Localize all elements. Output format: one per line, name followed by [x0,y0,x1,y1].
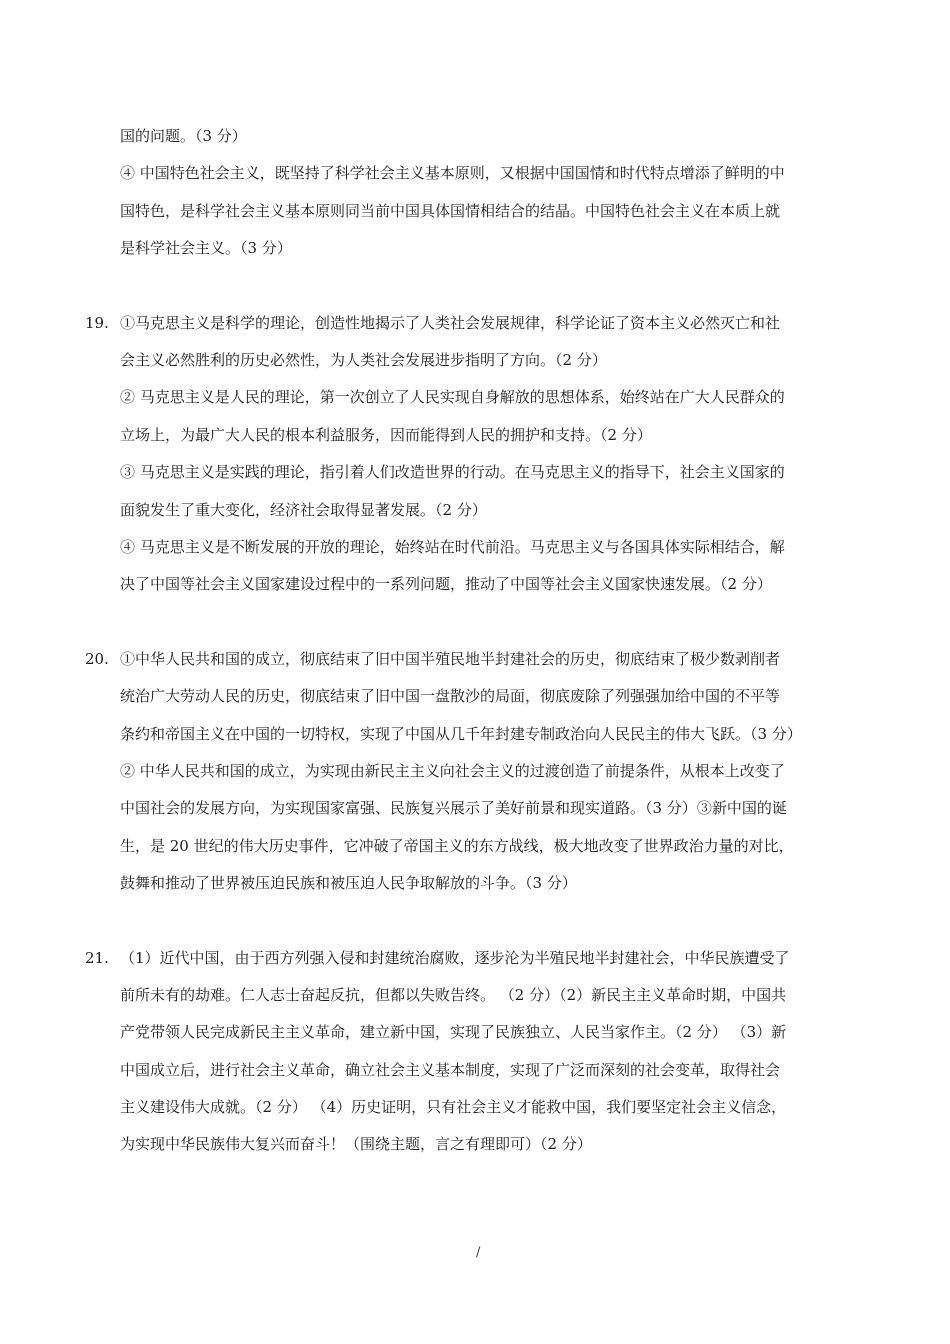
question-number-19: 19. [85,314,109,332]
answer-19-line: 面貌发生了重大变化，经济社会取得显著发展。（2 分） [120,501,487,519]
answer-19-line: 会主义必然胜利的历史必然性，为人类社会发展进步指明了方向。（2 分） [120,351,607,369]
answer-19-first-line [85,313,780,333]
answer-21-line: 前所未有的劫难。仁人志士奋起反抗，但都以失败告终。 （2 分）（2）新民主主义革命时期，中国共 [120,986,787,1004]
continuation-line: 国特色，是科学社会主义基本原则同当前中国具体国情相结合的结晶。中国特色社会主义在本质上就 [120,202,781,220]
continuation-line: ④ 中国特色社会主义，既坚持了科学社会主义基本原则，又根据中国国情和时代特点增添了鲜明的中 [120,164,785,182]
question-number-21: 21. [85,949,109,967]
answer-19-line: 决了中国等社会主义国家建设过程中的一系列问题，推动了中国等社会主义国家快速发展。（2 分） [120,575,772,593]
continuation-line: 是科学社会主义。（3 分） [120,239,292,257]
answer-20-line: 统治广大劳动人民的历史，彻底结束了旧中国一盘散沙的局面，彻底废除了列强强加给中国的不平等 [120,687,781,705]
question-number-20: 20. [85,650,109,668]
answer-20-first-line [85,649,780,669]
answer-text: （1）近代中国，由于西方列强入侵和封建统治腐败，逐步沦为半殖民地半封建社会，中华民族遭受了 [120,949,790,967]
answer-19-line: ③ 马克思主义是实践的理论，指引着人们改造世界的行动。在马克思主义的指导下，社会主义国家的 [120,463,785,481]
answer-20-line: 中国社会的发展方向，为实现国家富强、民族复兴展示了美好前景和现实道路。（3 分）③新中国的诞 [120,799,787,817]
answer-21-line: 中国成立后，进行社会主义革命，确立社会主义基本制度，实现了广泛而深刻的社会变革，取得社会 [120,1061,781,1079]
answer-20-line: 条约和帝国主义在中国的一切特权，实现了中国从几千年封建专制政治向人民民主的伟大飞跃。（3 分） [120,725,802,743]
page-footer-mark: / [476,1245,481,1260]
answer-21-line: 为实现中华民族伟大复兴而奋斗！（围绕主题，言之有理即可）（2 分） [120,1135,592,1153]
continuation-line: 国的问题。（3 分） [120,127,247,145]
answer-text: ①马克思主义是科学的理论，创造性地揭示了人类社会发展规律，科学论证了资本主义必然灭亡和社 [120,314,781,332]
answer-19-line: ④ 马克思主义是不断发展的开放的理论，始终站在时代前沿。马克思主义与各国具体实际相结合，解 [120,538,785,556]
answer-20-line: ② 中华人民共和国的成立，为实现由新民主主义向社会主义的过渡创造了前提条件，从根本上改变了 [120,762,785,780]
answer-text: ①中华人民共和国的成立，彻底结束了旧中国半殖民地半封建社会的历史，彻底结束了极少数剥削者 [120,650,781,668]
answer-21-line: 产党带领人民完成新民主主义革命，建立新中国，实现了民族独立、人民当家作主。（2 分） （3）新 [120,1023,787,1041]
answer-21-first-line [85,948,790,968]
answer-19-line: 立场上，为最广大人民的根本利益服务，因而能得到人民的拥护和支持。（2 分） [120,426,652,444]
answer-19-line: ② 马克思主义是人民的理论，第一次创立了人民实现自身解放的思想体系，始终站在广大人民群众的 [120,388,785,406]
answer-21-line: 主义建设伟大成就。（2 分） （4）历史证明，只有社会主义才能救中国，我们要坚定社会主义信念， [120,1098,787,1116]
answer-20-line: 鼓舞和推动了世界被压迫民族和被压迫人民争取解放的斗争。（3 分） [120,874,577,892]
answer-20-line: 生，是 20 世纪的伟大历史事件，它冲破了帝国主义的东方战线，极大地改变了世界政治力量的对比， [120,837,794,855]
